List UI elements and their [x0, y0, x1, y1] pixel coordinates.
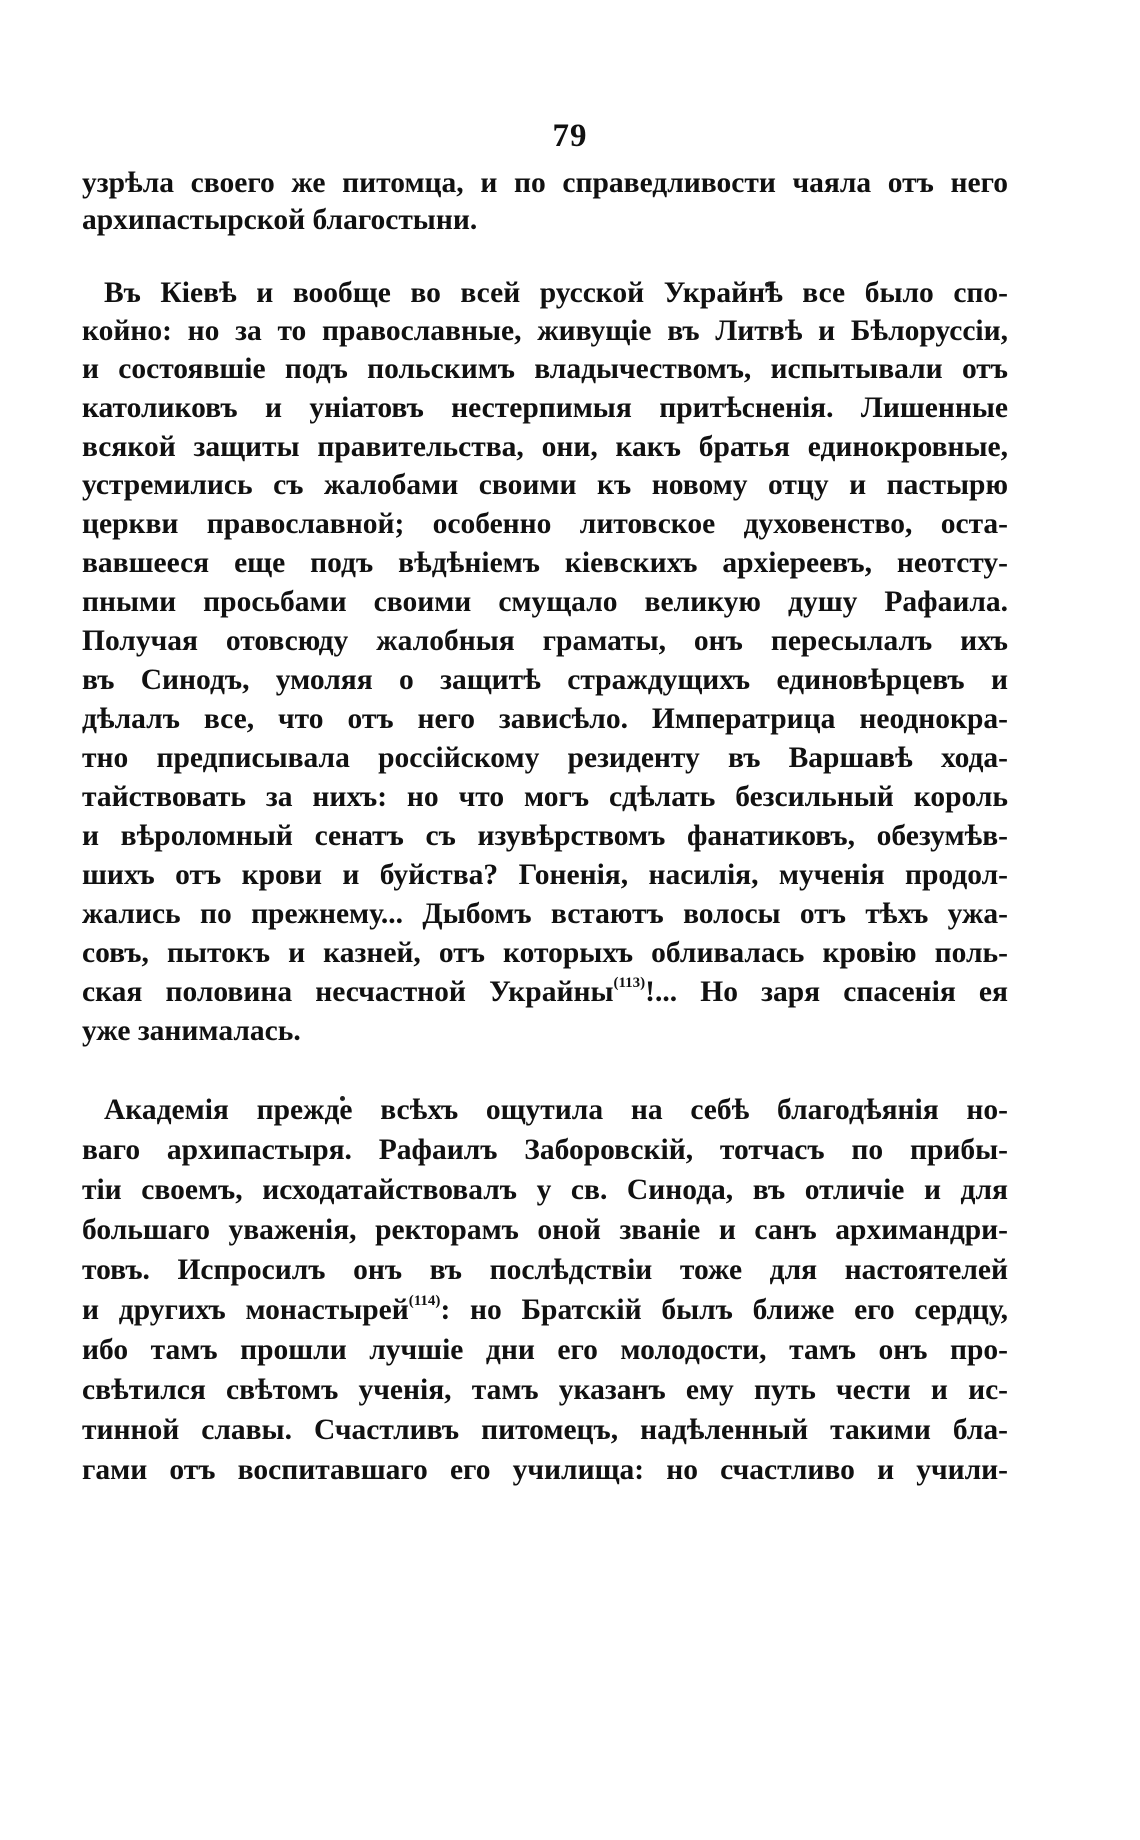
text-line: совъ, пытокъ и казней, отъ которыхъ обливалась кровію поль- — [82, 937, 1008, 969]
text-line: всякой защиты правительства, они, какъ братья единокровные, — [82, 431, 1008, 463]
text-segment: : но Братскій былъ ближе его сердцу, — [440, 1294, 1008, 1326]
text-line: Въ Кіевѣ и вообще во всей русской Украйнѣ все было спо- — [104, 277, 1008, 309]
text-line: архипастырской благостыни. — [82, 204, 478, 236]
footnote-ref: (113) — [613, 975, 646, 991]
text-line: тіи своемъ, исходатайствовалъ у св. Синода, въ отличіе и для — [82, 1174, 1008, 1206]
text-line: тинной славы. Счастливъ питомецъ, надѣленный такими бла- — [82, 1414, 1008, 1446]
text-line: дѣлалъ все, что отъ него зависѣло. Императрица неоднокра- — [82, 703, 1008, 735]
text-line: въ Синодъ, умоляя о защитѣ страждущихъ единовѣрцевъ и — [82, 664, 1008, 696]
text-line: ваго архипастыря. Рафаилъ Заборовскій, тотчасъ по прибы- — [82, 1134, 1008, 1166]
page-number: 79 — [552, 118, 588, 154]
text-line: церкви православной; особенно литовское духовенство, оста- — [82, 508, 1008, 540]
text-line: узрѣла своего же питомца, и по справедливости чаяла отъ него — [82, 167, 1008, 199]
text-segment: и — [82, 1334, 99, 1366]
text-line: вавшееся еще подъ вѣдѣніемъ кіевскихъ архіереевъ, неотсту- — [82, 547, 1008, 579]
text-line-with-footnote — [82, 972, 1008, 1012]
text-line: католиковъ и уніатовъ нестерпимыя притѣсненія. Лишенные — [82, 392, 1008, 424]
text-line: уже занималась. — [82, 1015, 301, 1047]
text-line: Академія прежде всѣхъ ощутила на себѣ благодѣянія но- — [104, 1094, 1008, 1126]
text-line: койно: но за то православные, живущіе въ Литвѣ и Бѣлоруссіи, — [82, 315, 1008, 347]
text-segment: !... Но заря спасенія ея — [645, 976, 1008, 1008]
text-line: большаго уваженія, ректорамъ оной званіе и санъ архимандри- — [82, 1214, 1008, 1246]
text-line: Получая отовсюду жалобныя граматы, онъ пересылалъ ихъ — [82, 625, 1008, 657]
text-line: тайствовать за нихъ: но что могъ сдѣлать безсильный король — [82, 781, 1008, 813]
text-line: жались по прежнему... Дыбомъ встаютъ волосы отъ тѣхъ ужа- — [82, 898, 1008, 930]
text-line-with-dropcap — [82, 1330, 1008, 1370]
text-line: гами отъ воспитавшаго его училища: но счастливо и учили- — [82, 1454, 1008, 1486]
text-line: и вѣроломный сенатъ съ изувѣрствомъ фанатиковъ, обезумѣв- — [82, 820, 1008, 852]
text-line: шихъ отъ крови и буйства? Гоненія, насилія, мученія продол- — [82, 859, 1008, 891]
text-line: тно предписывала россійскому резиденту въ Варшавѣ хода- — [82, 742, 1008, 774]
text-line: свѣтился свѣтомъ ученія, тамъ указанъ ему путь чести и ис- — [82, 1374, 1008, 1406]
text-segment: бо тамъ прошли лучшіе дни его молодости, тамъ онъ про- — [99, 1334, 1008, 1366]
text-line: товъ. Испросилъ онъ въ послѣдствіи тоже для настоятелей — [82, 1254, 1008, 1286]
text-line: устремились съ жалобами своими къ новому отцу и пастырю — [82, 469, 1008, 501]
text-line: пными просьбами своими смущало великую душу Рафаила. — [82, 586, 1008, 618]
footnote-ref: (114) — [408, 1293, 441, 1309]
text-line-with-footnote — [82, 1290, 1008, 1330]
text-segment: и другихъ монастырей — [82, 1294, 409, 1326]
text-line: и состоявшіе подъ польскимъ владычествомъ, испытывали отъ — [82, 353, 1008, 385]
text-segment: ская половина несчастной Украйны — [82, 976, 614, 1008]
